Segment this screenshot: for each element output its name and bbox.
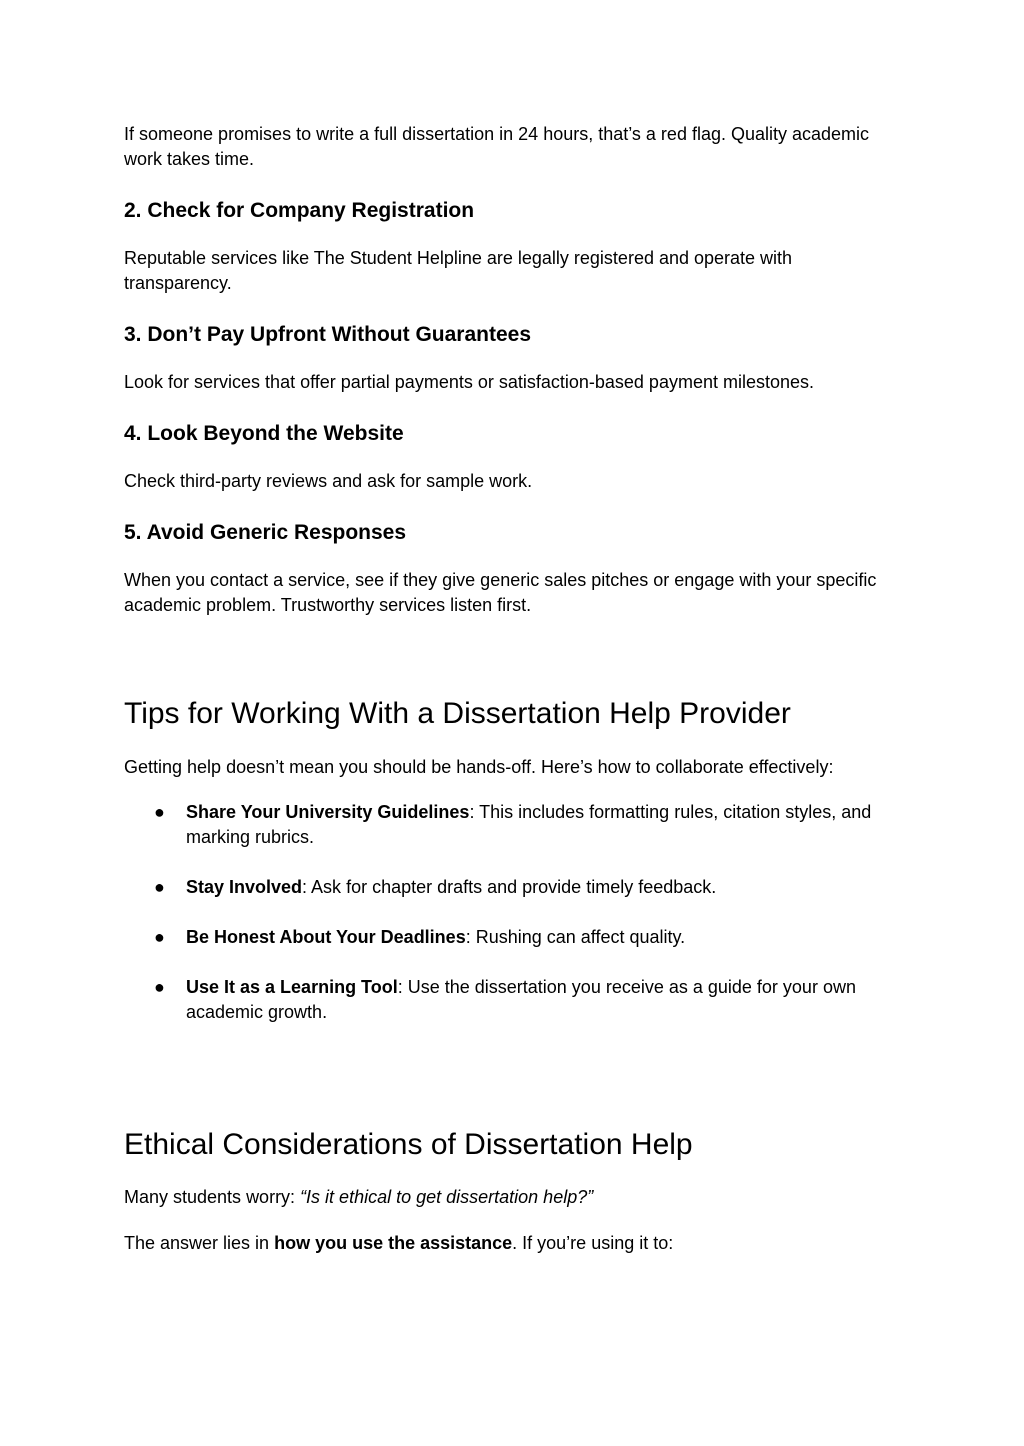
answer-prefix: The answer lies in: [124, 1233, 275, 1253]
tip-heading-generic: 5. Avoid Generic Responses: [124, 521, 407, 544]
bullet-icon: ●: [154, 877, 165, 897]
list-item-label: Stay Involved: [186, 877, 303, 897]
list-item-text: [186, 975, 894, 1025]
intro-paragraph: If someone promises to write a full dissertation in 24 hours, that’s a red flag. Quality academic work takes time.: [124, 124, 870, 169]
tip-heading-website: 4. Look Beyond the Website: [124, 422, 404, 445]
answer-suffix: . If you’re using it to:: [512, 1233, 674, 1253]
tip-body-generic: When you contact a service, see if they give generic sales pitches or engage with your specific academic problem. Trustworthy services listen first.: [124, 570, 877, 615]
answer-bold: how you use the assistance: [274, 1233, 513, 1253]
tip-body-upfront: Look for services that offer partial payments or satisfaction-based payment milestones.: [124, 372, 815, 392]
bullet-icon: ●: [154, 927, 165, 947]
section-title-ethics: Ethical Considerations of Dissertation Help: [124, 1128, 693, 1161]
list-item-text: [186, 925, 894, 950]
list-item-label: Use It as a Learning Tool: [186, 977, 398, 997]
list-item-description: : This includes formatting rules, citation styles, and marking rubrics.: [186, 802, 872, 847]
worry-prefix: Many students worry:: [124, 1187, 301, 1207]
list-item-text: [186, 875, 894, 900]
worry-quote: “Is it ethical to get dissertation help?”: [300, 1187, 594, 1207]
ethics-answer-paragraph: [124, 1231, 904, 1256]
bullet-icon: ●: [154, 977, 165, 997]
tip-heading-registration: 2. Check for Company Registration: [124, 199, 475, 222]
list-item-label: Share Your University Guidelines: [186, 802, 470, 822]
list-item-description: : Ask for chapter drafts and provide timely feedback.: [302, 877, 717, 897]
bullet-icon: ●: [154, 802, 165, 822]
tip-body-website: Check third-party reviews and ask for sample work.: [124, 471, 533, 491]
list-item-description: : Use the dissertation you receive as a guide for your own academic growth.: [186, 977, 856, 1022]
list-item-label: Be Honest About Your Deadlines: [186, 927, 466, 947]
section-title-working: Tips for Working With a Dissertation Help Provider: [124, 697, 791, 730]
tip-body-registration: Reputable services like The Student Helpline are legally registered and operate with transparency.: [124, 248, 793, 293]
ethics-worry-paragraph: [124, 1185, 904, 1210]
tip-heading-upfront: 3. Don’t Pay Upfront Without Guarantees: [124, 323, 531, 346]
list-item-description: : Rushing can affect quality.: [465, 927, 686, 947]
working-lead-paragraph: Getting help doesn’t mean you should be hands-off. Here’s how to collaborate effectively:: [124, 757, 834, 777]
list-item-text: [186, 800, 894, 850]
